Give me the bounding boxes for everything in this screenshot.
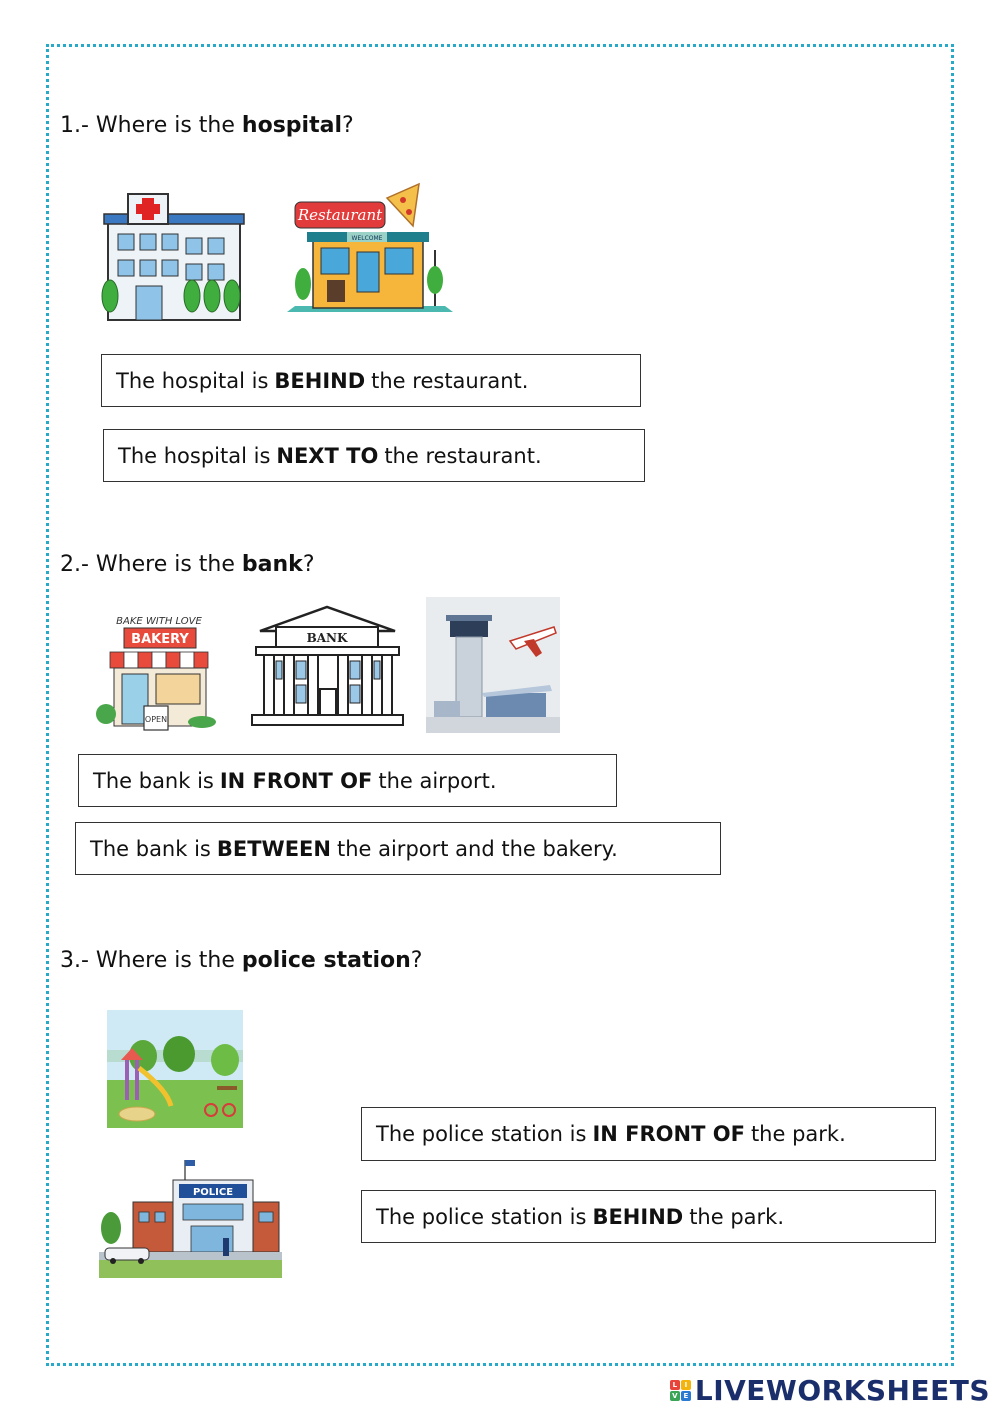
question-3-mark: ? <box>410 948 423 973</box>
q1-option-2-keyword: NEXT TO <box>276 443 379 468</box>
q2-option-1-before: The bank is <box>93 768 214 793</box>
liveworksheets-brand-text: LIVEWORKSHEETS <box>694 1374 990 1407</box>
question-3-text: 3.- Where is the <box>60 948 242 973</box>
bakery-image <box>94 610 224 738</box>
q3-option-1[interactable] <box>361 1107 936 1161</box>
restaurant-image <box>285 180 455 315</box>
q3-option-2-after: the park. <box>689 1204 785 1229</box>
q3-option-2-keyword: BEHIND <box>592 1204 684 1229</box>
restaurant-sign-text: Restaurant <box>297 206 383 224</box>
bank-sign-text: BANK <box>306 631 348 645</box>
question-1-mark: ? <box>342 113 354 138</box>
q2-option-2[interactable] <box>75 822 721 875</box>
q3-option-2-before: The police station is <box>376 1204 587 1229</box>
q3-option-2[interactable] <box>361 1190 936 1243</box>
q2-option-1-after: the airport. <box>378 768 497 793</box>
logo-letter-l: L <box>670 1380 680 1390</box>
q2-option-2-keyword: BETWEEN <box>216 836 331 861</box>
q2-option-1[interactable] <box>78 754 617 807</box>
logo-letter-v: V <box>670 1391 680 1401</box>
police-station-image <box>99 1158 282 1278</box>
question-2-text: 2.- Where is the <box>60 552 242 577</box>
restaurant-welcome-text: WELCOME <box>351 235 383 242</box>
q2-option-1-keyword: IN FRONT OF <box>219 768 373 793</box>
q1-option-1-before: The hospital is <box>116 368 269 393</box>
hospital-image <box>100 190 245 325</box>
question-1-text: 1.- Where is the <box>60 113 242 138</box>
q3-option-1-after: the park. <box>750 1122 846 1146</box>
police-sign-text: POLICE <box>192 1187 234 1198</box>
liveworksheets-logo-icon <box>670 1380 691 1401</box>
q3-option-1-before: The police station is <box>376 1122 587 1146</box>
q1-option-2-before: The hospital is <box>118 443 271 468</box>
logo-letter-e: E <box>681 1391 691 1401</box>
q1-option-2[interactable] <box>103 429 645 482</box>
bank-image <box>250 603 405 728</box>
q3-option-1-keyword: IN FRONT OF <box>592 1122 745 1146</box>
question-1-keyword: hospital <box>241 113 342 138</box>
bakery-open-text: OPEN <box>144 715 168 724</box>
q1-option-1-after: the restaurant. <box>371 368 529 393</box>
park-image <box>107 1010 243 1128</box>
q1-option-1-keyword: BEHIND <box>274 368 366 393</box>
bakery-sign-text: BAKERY <box>131 632 189 647</box>
question-3 <box>60 948 422 973</box>
question-2 <box>60 552 315 577</box>
q2-option-2-after: the airport and the bakery. <box>336 836 618 861</box>
question-3-keyword: police station <box>241 948 411 973</box>
question-1 <box>60 113 354 138</box>
bakery-top-text: BAKE WITH LOVE <box>116 616 202 627</box>
liveworksheets-logo <box>670 1374 990 1407</box>
airport-image <box>426 597 560 733</box>
q2-option-2-before: The bank is <box>90 836 211 861</box>
q1-option-1[interactable] <box>101 354 641 407</box>
q1-option-2-after: the restaurant. <box>384 443 542 468</box>
logo-letter-i: I <box>681 1380 691 1390</box>
question-2-keyword: bank <box>241 552 303 577</box>
question-2-mark: ? <box>302 552 315 577</box>
